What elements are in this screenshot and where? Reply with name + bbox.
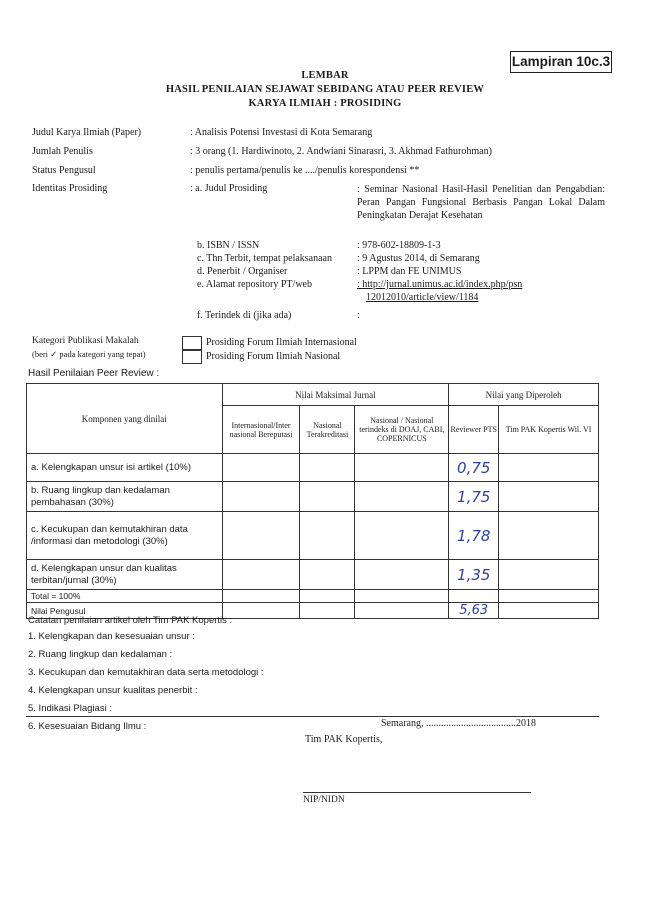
- status-pengusul-value: : penulis pertama/penulis ke ..../penulis korespondensi **: [190, 165, 420, 176]
- judul-prosiding-value: : Seminar Nasional Hasil-Hasil Penelitian dan Pengabdian: Peran Pangan Fungsional Berbasis Pangan Lokal Dalam Peningkatan Derajat Kesehatan: [357, 184, 605, 221]
- status-pengusul-label: Status Pengusul: [32, 165, 96, 176]
- note-item: 6. Kesesuaian Bidang Ilmu :: [28, 721, 147, 732]
- total-label: Total = 100%: [27, 590, 223, 603]
- col-reviewer-pts: Reviewer PTS: [449, 406, 499, 454]
- row-label: b. Ruang lingkup dan kedalaman pembahasan (30%): [27, 482, 223, 512]
- table-row: [27, 512, 599, 560]
- kategori-nasional-label: Prosiding Forum Ilmiah Nasional: [206, 351, 341, 362]
- identitas-prosiding-label: Identitas Prosiding: [32, 183, 108, 194]
- doc-title-line2: HASIL PENILAIAN SEJAWAT SEBIDANG ATAU PEER REVIEW: [165, 84, 485, 95]
- note-item: 2. Ruang lingkup dan kedalaman :: [28, 649, 173, 660]
- isbn-label: b. ISBN / ISSN: [197, 240, 260, 251]
- doc-title-line1: LEMBAR: [301, 70, 349, 81]
- table-row: [27, 454, 599, 482]
- repository-label: e. Alamat repository PT/web: [197, 279, 312, 290]
- kategori-internasional-checkbox[interactable]: [182, 336, 202, 350]
- komponen-header: Komponen yang dinilai: [27, 384, 223, 454]
- notes-divider: [26, 716, 599, 717]
- table-row: [27, 590, 599, 603]
- terindek-value: :: [357, 310, 360, 321]
- row-label: d. Kelengkapan unsur dan kualitas terbitan/jurnal (30%): [27, 560, 223, 590]
- col-nasional: Nasional Terakreditasi: [300, 406, 355, 454]
- penerbit-label: d. Penerbit / Organiser: [197, 266, 288, 277]
- kategori-internasional-label: Prosiding Forum Ilmiah Internasional: [206, 337, 357, 348]
- kategori-label: Kategori Publikasi Makalah: [32, 336, 139, 346]
- reviewer-score[interactable]: 1,75: [449, 482, 499, 512]
- isbn-value: : 978-602-18809-1-3: [357, 240, 441, 251]
- notes-header: Catatan penilaian artikel oleh Tim PAK Kopertis :: [28, 615, 233, 626]
- row-label: c. Kecukupan dan kemutakhiran data /informasi dan metodologi (30%): [27, 512, 223, 560]
- kategori-hint: (beri ✓ pada kategori yang tepat): [32, 349, 146, 359]
- tim-pak-score[interactable]: [499, 560, 599, 590]
- repository-link-2[interactable]: 12012010/article/view/1184: [366, 292, 479, 303]
- reviewer-score[interactable]: 1,78: [449, 512, 499, 560]
- note-item: 1. Kelengkapan dan kesesuaian unsur :: [28, 631, 195, 642]
- tim-pak-score[interactable]: [499, 482, 599, 512]
- hasil-penilaian-label: Hasil Penilaian Peer Review :: [28, 368, 160, 379]
- signature-place-date: Semarang, ....................................2018: [381, 718, 536, 729]
- judul-value: : Analisis Potensi Investasi di Kota Semarang: [190, 127, 373, 138]
- nilai-pengusul-label: Nilai Pengusul: [27, 603, 223, 619]
- signature-nip: NIP/NIDN: [303, 795, 345, 805]
- doc-title-line3: KARYA ILMIAH : PROSIDING: [248, 98, 402, 109]
- table-row: [27, 560, 599, 590]
- score-table: [26, 383, 599, 619]
- jumlah-penulis-value: : 3 orang (1. Hardiwinoto, 2. Andwiani Sinarasri, 3. Akhmad Fathurohman): [190, 146, 492, 157]
- tahun-terbit-value: : 9 Agustus 2014, di Semarang: [357, 253, 480, 264]
- tim-pak-score[interactable]: [499, 454, 599, 482]
- note-item: 4. Kelengkapan unsur kualitas penerbit :: [28, 685, 198, 696]
- col-nasional-terindeks: Nasional / Nasional terindeks di DOAJ, CABI, COPERNICUS: [355, 406, 449, 454]
- terindek-label: f. Terindek di (jika ada): [197, 310, 292, 321]
- reviewer-score[interactable]: 1,35: [449, 560, 499, 590]
- signature-tim: Tim PAK Kopertis,: [305, 734, 383, 745]
- col-internasional: Internasional/Inter nasional Bereputasi: [222, 406, 300, 454]
- row-label: a. Kelengkapan unsur isi artikel (10%): [27, 454, 223, 482]
- note-item: 5. Indikasi Plagiasi :: [28, 703, 112, 714]
- judul-prosiding-label: : a. Judul Prosiding: [190, 183, 268, 194]
- attachment-badge: Lampiran 10c.3: [510, 51, 612, 73]
- reviewer-score[interactable]: 0,75: [449, 454, 499, 482]
- tim-pak-score[interactable]: [499, 512, 599, 560]
- nilai-maksimal-header: Nilai Maksimal Jurnal: [222, 384, 449, 406]
- signature-line: [303, 792, 531, 793]
- note-item: 3. Kecukupan dan kemutakhiran data serta metodologi :: [28, 667, 264, 678]
- nilai-diperoleh-header: Nilai yang Diperoleh: [449, 384, 599, 406]
- repository-link-1[interactable]: : http://jurnal.unimus.ac.id/index.php/psn: [357, 279, 523, 290]
- jumlah-penulis-label: Jumlah Penulis: [32, 146, 93, 157]
- col-tim-pak: Tim PAK Kopertis Wil. VI: [499, 406, 599, 454]
- table-row: [27, 482, 599, 512]
- penerbit-value: : LPPM dan FE UNIMUS: [357, 266, 462, 277]
- nilai-pengusul-value[interactable]: 5,63: [449, 603, 499, 619]
- kategori-nasional-checkbox[interactable]: [182, 350, 202, 364]
- judul-label: Judul Karya Ilmiah (Paper): [32, 127, 142, 138]
- tahun-terbit-label: c. Thn Terbit, tempat pelaksanaan: [197, 253, 332, 264]
